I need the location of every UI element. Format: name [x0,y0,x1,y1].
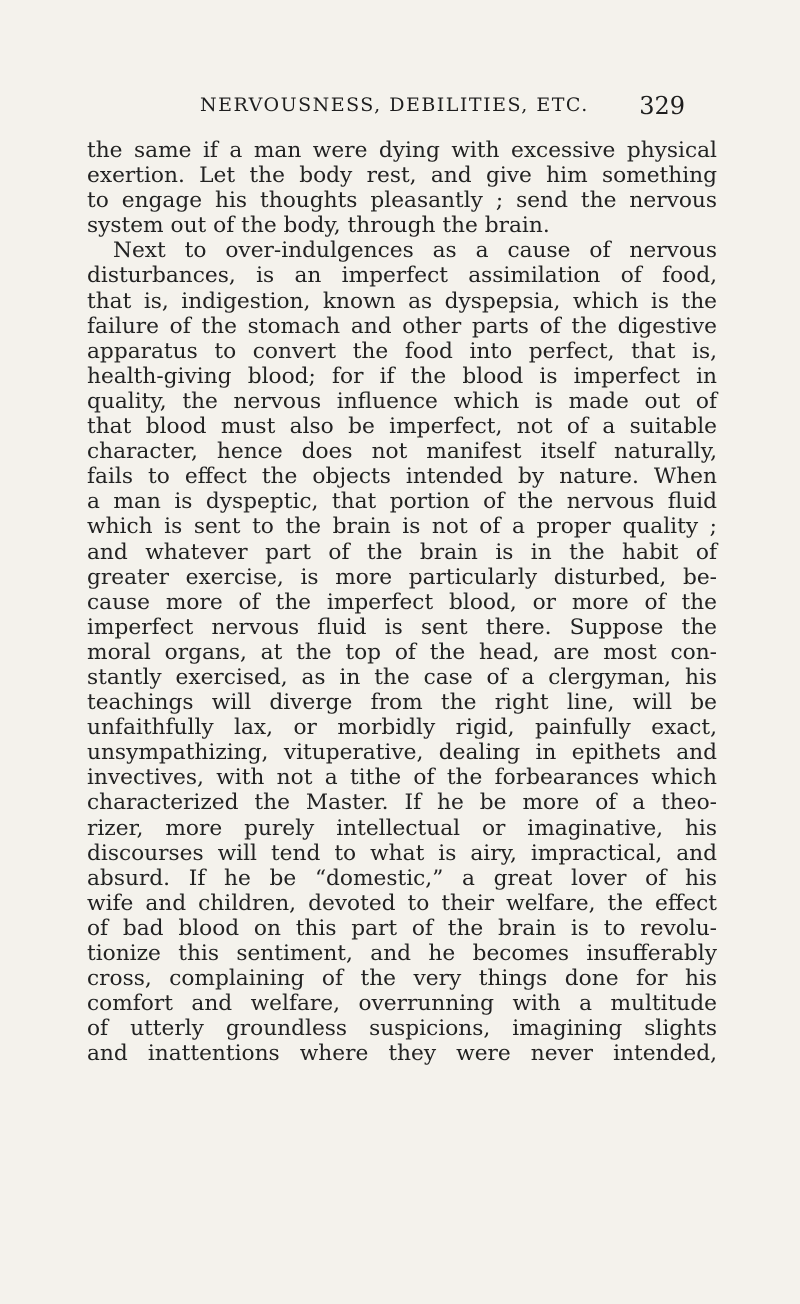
text-line: failure of the stomach and other parts of the digestive [87,313,717,339]
text-line: greater exercise, is more particularly disturbed, be- [87,564,717,590]
text-line: disturbances, is an imperfect assimilation of food, [87,263,717,289]
text-line: stantly exercised, as in the case of a clergyman, his [87,664,717,690]
text-line: invectives, with not a tithe of the forbearances which [87,765,717,791]
text-line: moral organs, at the top of the head, are most con- [87,639,717,665]
text-line: exertion. Let the body rest, and give him something [87,163,717,189]
text-line: the same if a man were dying with excessive physical [87,138,717,163]
text-line: tionize this sentiment, and he becomes insufferably [87,941,717,966]
text-line: imperfect nervous fluid is sent there. Suppose the [87,614,717,640]
text-line: unsympathizing, vituperative, dealing in epithets and [87,740,717,766]
text-line: absurd. If he be “domestic,” a great lover of his [87,865,717,891]
text-line: wife and children, devoted to their welfare, the effect [87,890,717,916]
body-text [87,138,717,1066]
text-line: and whatever part of the brain is in the habit of [87,539,717,565]
text-line: system out of the body, through the brain. [87,213,550,239]
text-line: discourses will tend to what is airy, impractical, and [87,840,717,866]
text-line: cause more of the imperfect blood, or more of the [87,589,717,615]
text-line: to engage his thoughts pleasantly ; send the nervous [87,188,717,214]
text-line: of bad blood on this part of the brain is to revolu- [87,915,717,941]
text-line: characterized the Master. If he be more of a theo- [87,790,717,816]
text-line: quality, the nervous influence which is made out of [87,388,717,414]
text-line: a man is dyspeptic, that portion of the nervous fluid [87,489,717,515]
text-line: which is sent to the brain is not of a proper quality ; [87,514,717,540]
text-line: and inattentions where they were never intended, [87,1041,717,1067]
text-line: health-giving blood; for if the blood is imperfect in [87,363,717,389]
text-line: rizer, more purely intellectual or imaginative, his [87,815,717,841]
text-line: fails to effect the objects intended by nature. When [87,464,717,490]
text-line: comfort and welfare, overrunning with a multitude [87,991,717,1017]
text-line: that blood must also be imperfect, not of a suitable [87,414,717,440]
page-number: 329 [639,92,685,120]
text-line: that is, indigestion, known as dyspepsia, which is the [87,288,717,314]
text-line: cross, complaining of the very things done for his [87,966,717,992]
text-line: Next to over-indulgences as a cause of nervous [113,238,717,264]
text-line: apparatus to convert the food into perfect, that is, [87,338,717,364]
text-line: unfaithfully lax, or morbidly rigid, painfully exact, [87,715,717,741]
text-line: teachings will diverge from the right line, will be [87,690,717,716]
text-line: character, hence does not manifest itself naturally, [87,439,717,465]
running-head [200,94,685,124]
running-title: NERVOUSNESS, DEBILITIES, ETC. [200,94,589,116]
text-line: of utterly groundless suspicions, imagining slights [87,1016,717,1042]
